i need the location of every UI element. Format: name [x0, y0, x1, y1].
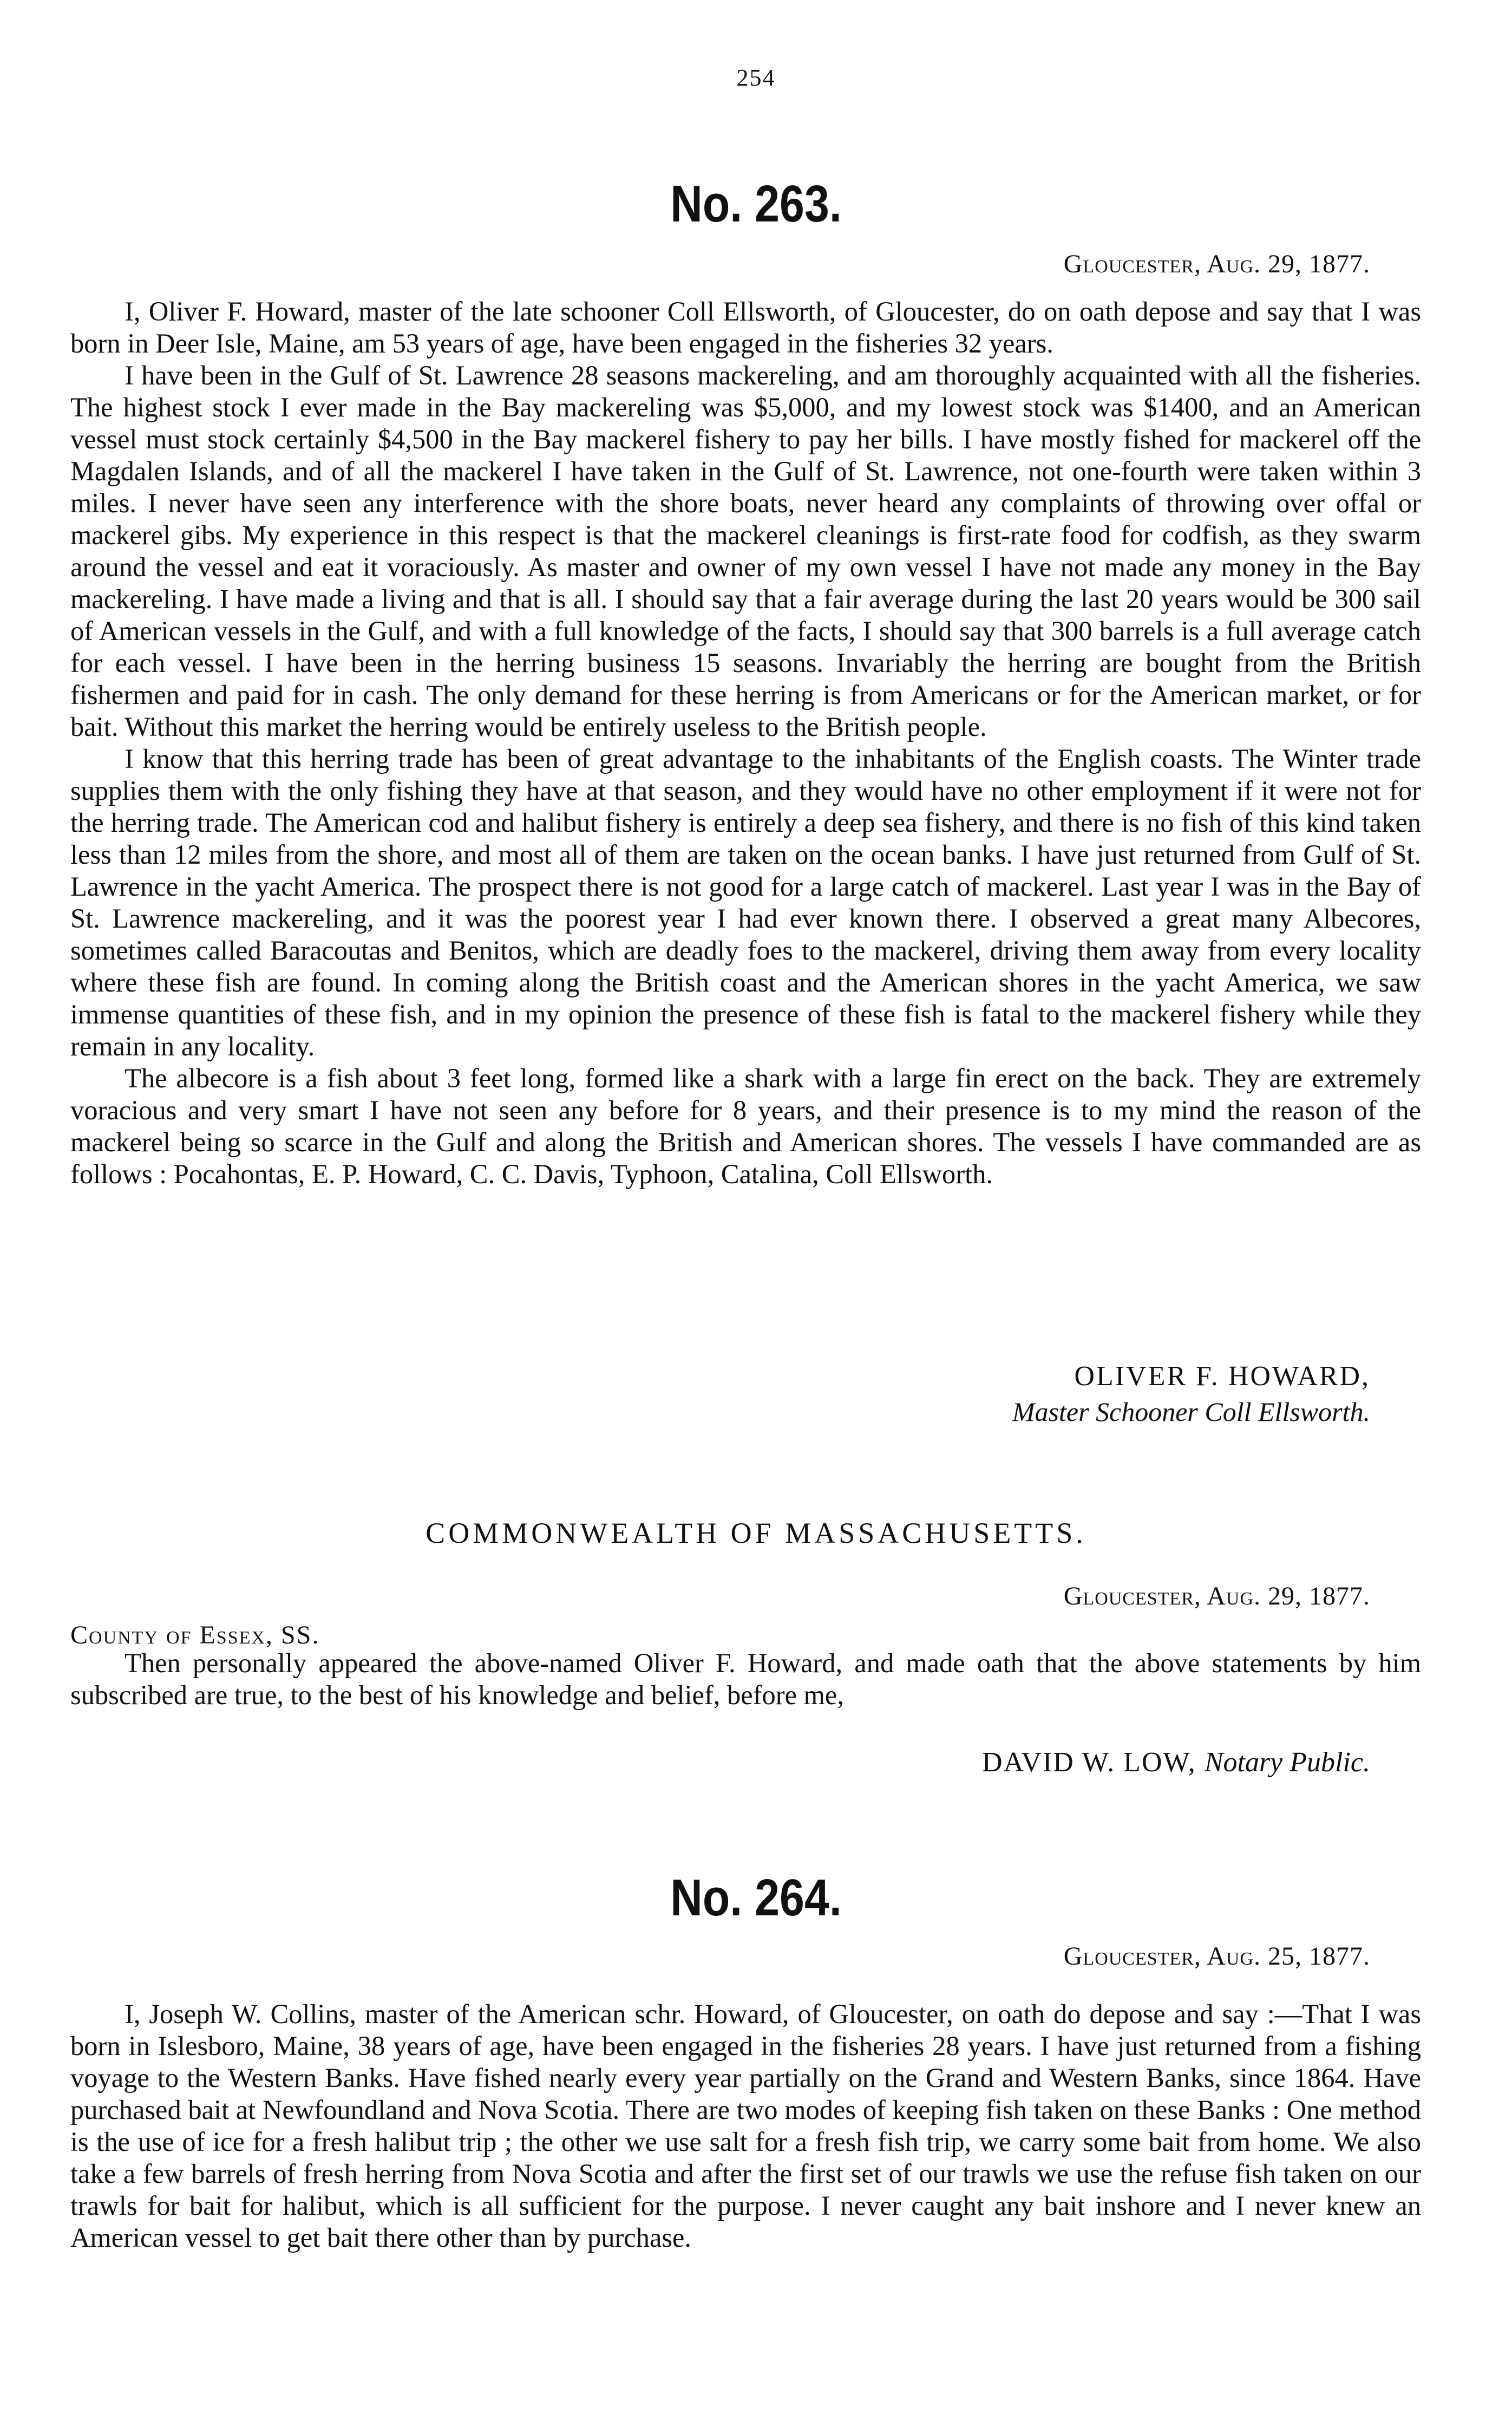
- jurat-body: [70, 1647, 1421, 1711]
- deposition-263-paragraph: I, Oliver F. Howard, master of the late schooner Coll Ellsworth, of Gloucester, do on oath depose and say that I was born in Deer Isle, Maine, am 53 years of age, have been engaged in the fisheries 32 years.: [70, 296, 1421, 358]
- deposition-264-body: [70, 1998, 1421, 2254]
- notary-role: Notary Public.: [1204, 1747, 1370, 1778]
- county-line: County of Essex, SS.: [70, 1621, 320, 1649]
- deposition-263-dateline: Gloucester, Aug. 29, 1877.: [1063, 250, 1370, 278]
- deposition-264-paragraph: I, Joseph W. Collins, master of the American schr. Howard, of Gloucester, on oath do depose and say :—That I was born in Islesboro, Maine, 38 years of age, have been engaged in the fisheries 28 years. I have just returned from a fishing voyage to the Western Banks. Have fished nearly every year partially on the Grand and Western Banks, since 1864. Have purchased bait at Newfoundland and Nova Scotia. There are two modes of keeping fish taken on these Banks : One method is the use of ice for a fresh halibut trip ; the other we use salt for a fresh fish trip, we carry some bait from home. We also take a few barrels of fresh herring from Nova Scotia and after the first set of our trawls we use the refuse fish taken on our trawls for bait for halibut, which is all sufficient for the purpose. I never caught any bait inshore and I never knew an American vessel to get bait there other than by purchase.: [70, 1999, 1421, 2253]
- deposition-264-dateline: Gloucester, Aug. 25, 1877.: [1063, 1942, 1370, 1971]
- deposition-263-paragraph: I know that this herring trade has been of great advantage to the inhabitants of the English coasts. The Winter trade supplies them with the only fishing they have at that season, and they would have no other employment if it were not for the herring trade. The American cod and halibut fishery is entirely a deep sea fishery, and there is no fish of this kind taken less than 12 miles from the shore, and most all of them are taken on the ocean banks. I have just returned from Gulf of St. Lawrence in the yacht America. The prospect there is not good for a large catch of mackerel. Last year I was in the Bay of St. Lawrence mackereling, and it was the poorest year I had ever known there. I observed a great many Albecores, sometimes called Baracoutas and Benitos, which are deadly foes to the mackerel, driving them away from every locality where these fish are found. In coming along the British coast and the American shores in the yacht America, we saw immense quantities of these fish, and in my opinion the presence of these fish is fatal to the mackerel fishery while they remain in any locality.: [70, 744, 1421, 1061]
- jurat-paragraph: Then personally appeared the above-named Oliver F. Howard, and made oath that the above statements by him subscribed are true, to the best of his knowledge and belief, before me,: [70, 1648, 1421, 1710]
- jurat-dateline: Gloucester, Aug. 29, 1877.: [1063, 1582, 1370, 1610]
- signature-name: OLIVER F. HOWARD,: [1074, 1361, 1370, 1392]
- deposition-263-paragraph: I have been in the Gulf of St. Lawrence 28 seasons mackereling, and am thoroughly acquainted with all the fisheries. The highest stock I ever made in the Bay mackereling was $5,000, and my lowest stock was $1400, and an American vessel must stock certainly $4,500 in the Bay mackerel fishery to pay her bills. I have mostly fished for mackerel off the Magdalen Islands, and of all the mackerel I have taken in the Gulf of St. Lawrence, not one-fourth were taken within 3 miles. I never have seen any interference with the shore boats, never heard any complaints of throwing over offal or mackerel gibs. My experience in this respect is that the mackerel cleanings is first-rate food for codfish, as they swarm around the vessel and eat it voraciously. As master and owner of my own vessel I have not made any money in the Bay mackereling. I have made a living and that is all. I should say that a fair average during the last 20 years would be 300 sail of American vessels in the Gulf, and with a full knowledge of the facts, I should say that 300 barrels is a full average catch for each vessel. I have been in the herring business 15 seasons. Invariably the herring are bought from the British fishermen and paid for in cash. The only demand for these herring is from Americans or for the American market, or for bait. Without this market the herring would be entirely useless to the British people.: [70, 360, 1421, 742]
- notary-signature: [982, 1746, 1370, 1778]
- notary-name: DAVID W. LOW,: [981, 1747, 1196, 1778]
- deposition-263-paragraph: The albecore is a fish about 3 feet long, formed like a shark with a large fin erect on the back. They are extremely voracious and very smart I have not seen any before for 8 years, and their presence is to my mind the reason of the mackerel being so scarce in the Gulf and along the British and American shores. The vessels I have commanded are as follows : Pocahontas, E. P. Howard, C. C. Davis, Typhoon, Catalina, Coll Ellsworth.: [70, 1063, 1421, 1189]
- deposition-263-body: [70, 296, 1421, 1190]
- deposition-264-heading: No. 264.: [670, 1869, 842, 1927]
- commonwealth-heading: COMMONWEALTH OF MASSACHUSETTS.: [426, 1517, 1086, 1549]
- deposition-263-heading: No. 263.: [670, 175, 842, 233]
- page-number: 254: [736, 64, 776, 91]
- signature-title: Master Schooner Coll Ellsworth.: [1012, 1397, 1370, 1427]
